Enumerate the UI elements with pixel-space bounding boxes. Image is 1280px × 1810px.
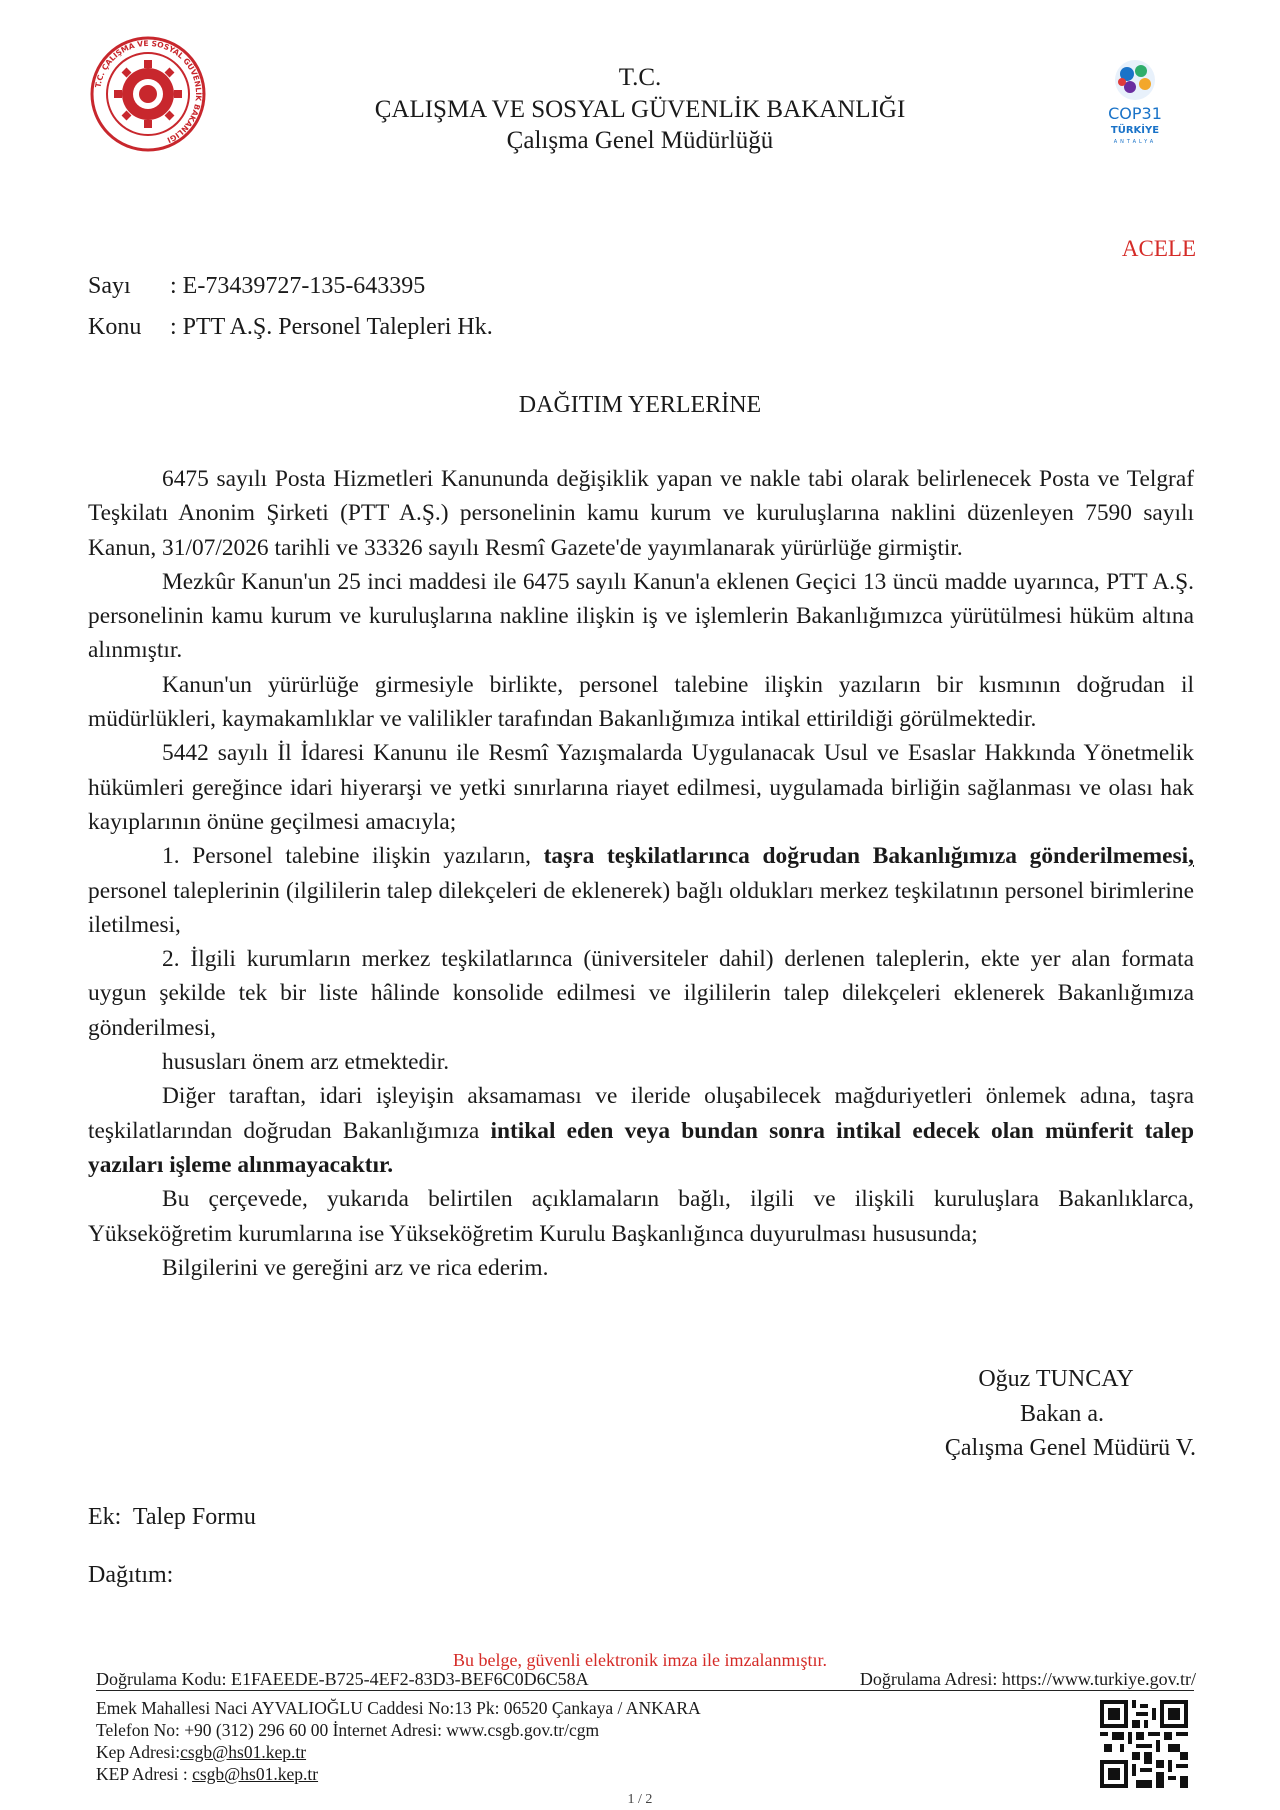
distribution-title: DAĞITIM YERLERİNE [518, 392, 762, 418]
header-department: Çalışma Genel Müdürlüğü [506, 127, 774, 154]
paragraph-1: 6475 sayılı Posta Hizmetleri Kanununda değişiklik yapan ve nakle tabi olarak belirlenecek Posta ve Telgraf Teşkilatı Anonim Şirketi (PTT A.Ş.) personelinin kamu kurum ve kuruluşlarına naklini düzenleyen 7590 sayılı Kanun, 31/07/2026 tarihli ve 33326 sayılı Resmî Gazete'de yayımlanarak yürürlüğe girmiştir. [88, 466, 1194, 561]
konu-label: Konu [88, 314, 142, 340]
attachment-line: Ek: Talep Formu [88, 1504, 256, 1530]
svg-text:T.C. ÇALIŞMA VE SOSYAL GÜVENLİ: T.C. ÇALIŞMA VE SOSYAL GÜVENLİK BAKANLIĞI [93, 38, 204, 145]
signatory-title-2: Çalışma Genel Müdürü V. [944, 1435, 1196, 1461]
bold-emphasis-2: intikal eden veya bundan sonra intikal edecek olan münferit talep yazıları işleme alınmayacaktır. [88, 1117, 1194, 1178]
paragraph-2: Mezkûr Kanun'un 25 inci maddesi ile 6475 sayılı Kanun'a eklenen Geçici 13 üncü madde uyarınca, PTT A.Ş. personelinin kamu kurum ve kuruluşlarına nakline ilişkin iş ve işlemlerin Bakanlığımızca yürütülmesi hüküm altına alınmıştır. [88, 568, 1194, 664]
secure-signature-note: Bu belge, güvenli elektronik imza ile imzalanmıştır. [453, 1650, 827, 1670]
distribution-line: Dağıtım: [88, 1562, 174, 1588]
header-ministry: ÇALIŞMA VE SOSYAL GÜVENLİK BAKANLIĞI [374, 96, 906, 123]
verification-address[interactable]: Doğrulama Adresi: https://www.turkiye.gov.tr/ [859, 1669, 1196, 1689]
paragraph-8: Diğer taraftan, idari işleyişin aksamaması ve ileride oluşabilecek mağduriyetleri önlemek adına, taşra teşkilatlarından doğrudan Bakanlığımıza intikal eden veya bundan sonra intikal edecek olan münferit talep yazıları işleme alınmayacaktır. [88, 1083, 1194, 1178]
svg-text:ANTALYA: ANTALYA [1113, 139, 1157, 145]
footer-contact [96, 1697, 701, 1785]
footer-phone: Telefon No: +90 (312) 296 60 00 İnternet Adresi: www.csgb.gov.tr/cgm [96, 1720, 600, 1740]
footer-kep-2: KEP Adresi : csgb@hs01.kep.tr [96, 1764, 319, 1784]
urgency-label: ACELE [1121, 236, 1196, 261]
kep-link-1[interactable]: csgb@hs01.kep.tr [180, 1742, 307, 1762]
paragraph-4: 5442 sayılı İl İdaresi Kanunu ile Resmî Yazışmalarda Uygulanacak Usul ve Esaslar Hakkında Yönetmelik hükümleri gereğince idari hiyerarşi ve yetki sınırlarına riayet edilmesi, uygulamada birliğin sağlanması ve olası hak kayıplarının önüne geçilmesi amacıyla; [88, 740, 1194, 835]
paragraph-item-2: 2. İlgili kurumların merkez teşkilatlarınca (üniversiteler dahil) derlenen taleplerin, ekte yer alan formata uygun şekilde tek bir liste hâlinde konsolide edilmesi ve ilgililerin talep dilekçeleri eklenerek Bakanlığımıza gönderilmesi, [88, 946, 1194, 1041]
page-number: 1 / 2 [627, 1792, 653, 1807]
paragraph-3: Kanun'un yürürlüğe girmesiyle birlikte, personel talebine ilişkin yazıların bir kısmının doğrudan il müdürlükleri, kaymakamlıklar ve valilikler tarafından Bakanlığımıza intikal ettirildiği görülmektedir. [88, 671, 1194, 733]
header-tc: T.C. [618, 64, 662, 91]
sayi-value: : E-73439727-135-643395 [170, 273, 426, 299]
footer-kep-1: Kep Adresi:csgb@hs01.kep.tr [96, 1742, 307, 1762]
paragraph-9: Bu çerçevede, yukarıda belirtilen açıklamaların bağlı, ilgili ve ilişkili kuruluşlara Bakanlıklarca, Yükseköğretim kurumlarına ise Yükseköğretim Kurulu Başkanlığınca duyurulması hususunda; [88, 1186, 1194, 1247]
meta-sayi-row [88, 273, 425, 300]
sayi-label: Sayı [88, 273, 131, 299]
svg-text:COP31: COP31 [1108, 104, 1162, 123]
letter-body [88, 462, 1194, 1285]
signatory-title-1: Bakan a. [1020, 1400, 1104, 1427]
kep-link-2[interactable]: csgb@hs01.kep.tr [192, 1764, 319, 1784]
qr-code-icon [1100, 1700, 1188, 1788]
footer-divider [96, 1690, 1194, 1691]
bold-emphasis-1: taşra teşkilatlarınca doğrudan Bakanlığımıza gönderilmemesi [543, 843, 1189, 870]
verification-code: Doğrulama Kodu: E1FAEEDE-B725-4EF2-83D3-BEF6C0D6C58A [96, 1669, 589, 1689]
konu-value: : PTT A.Ş. Personel Talepleri Hk. [170, 314, 493, 340]
paragraph-item-1: 1. Personel talebine ilişkin yazıların, taşra teşkilatlarınca doğrudan Bakanlığımıza gönderilmemesi, personel taleplerinin (ilgililerin talep dilekçeleri de eklenerek) bağlı oldukları merkez teşkilatının personel birimlerine iletilmesi, [88, 843, 1195, 938]
footer-address: Emek Mahallesi Naci AYVALIOĞLU Caddesi No:13 Pk: 06520 Çankaya / ANKARA [96, 1698, 701, 1718]
paragraph-7: hususları önem arz etmektedir. [162, 1049, 450, 1076]
signatory-name: Oğuz TUNCAY [978, 1366, 1134, 1392]
svg-text:TÜRKİYE: TÜRKİYE [1110, 125, 1160, 136]
paragraph-10: Bilgilerini ve gereğini arz ve rica ederim. [162, 1254, 549, 1281]
meta-konu-row [88, 314, 493, 341]
signature-block [876, 1362, 1196, 1466]
